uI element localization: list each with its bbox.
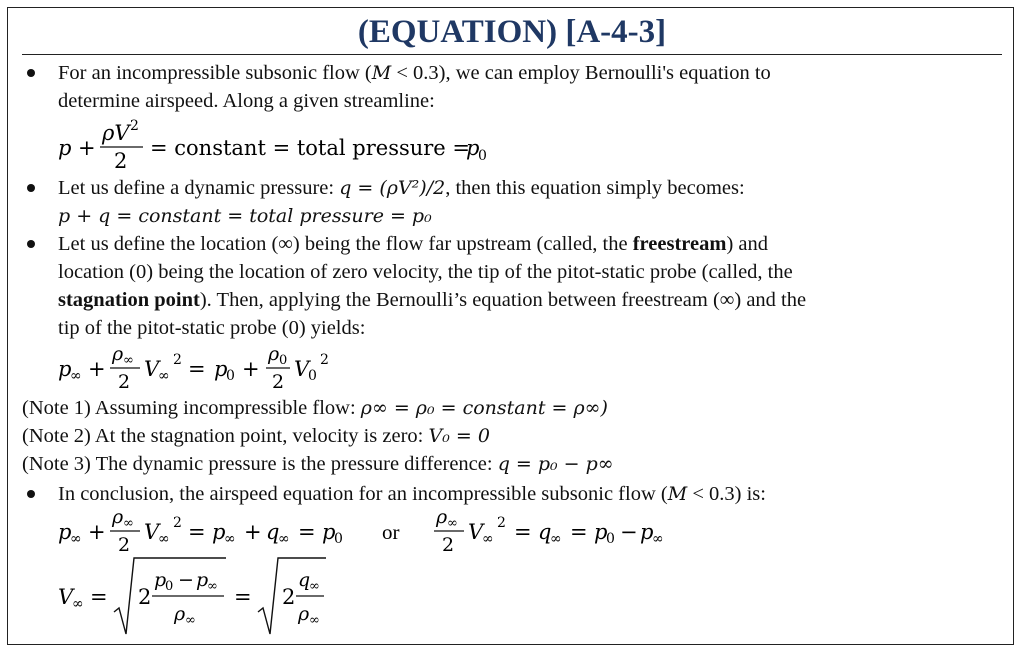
- bullet4-line1: In conclusion, the airspeed equation for an incompressible subsonic flow (M < 0.3) is:: [58, 483, 766, 505]
- bullet1-line2: determine airspeed. Along a given streamline:: [58, 90, 435, 112]
- svg-text:2: 2: [130, 118, 139, 134]
- svg-text:q: q: [298, 569, 311, 591]
- svg-text:+: +: [88, 357, 106, 381]
- note-3: (Note 3) The dynamic pressure is the pressure difference: q = p₀ − p∞: [22, 453, 614, 475]
- svg-text:q: q: [266, 520, 280, 544]
- svg-text:+: +: [244, 520, 262, 544]
- svg-text:∞: ∞: [72, 596, 84, 612]
- svg-text:2: 2: [282, 585, 296, 609]
- svg-text:0: 0: [478, 148, 487, 164]
- svg-text:2: 2: [114, 149, 128, 173]
- equation-bernoulli: [58, 112, 538, 177]
- svg-text:p: p: [58, 520, 72, 544]
- svg-text:2: 2: [118, 534, 131, 556]
- svg-text:2: 2: [320, 352, 329, 368]
- svg-text:p: p: [322, 520, 336, 544]
- svg-text:ρ: ρ: [298, 603, 310, 625]
- equation-bernoulli-svg: [58, 112, 538, 172]
- svg-text:∞: ∞: [482, 531, 494, 547]
- svg-text:0: 0: [226, 368, 235, 384]
- svg-text:0: 0: [165, 579, 174, 594]
- svg-text:p: p: [58, 357, 72, 381]
- svg-text:=: =: [570, 520, 588, 544]
- svg-text:p: p: [196, 569, 209, 591]
- svg-text:p: p: [154, 569, 167, 591]
- svg-text:2: 2: [497, 515, 506, 531]
- svg-text:=: =: [514, 520, 532, 544]
- svg-text:=: =: [188, 520, 206, 544]
- bullet3-line3: stagnation point). Then, applying the Bernoulli’s equation between freestream (∞) and the: [58, 289, 807, 311]
- note-1: (Note 1) Assuming incompressible flow: ρ∞ = ρ₀ = constant = ρ∞): [22, 397, 608, 419]
- svg-text:V: V: [144, 357, 160, 381]
- bullet1-line1: For an incompressible subsonic flow (M < 0.3), we can employ Bernoulli's equation to: [58, 62, 771, 84]
- svg-text:∞: ∞: [70, 531, 82, 547]
- svg-text:+: +: [78, 136, 96, 160]
- svg-text:2: 2: [118, 371, 131, 393]
- svg-text:V: V: [468, 520, 484, 544]
- or-connector: or: [382, 520, 400, 544]
- equation-conclusion-svg: [58, 503, 698, 563]
- svg-text:q: q: [538, 520, 552, 544]
- svg-text:−: −: [178, 569, 194, 591]
- svg-text:0: 0: [606, 531, 615, 547]
- equation-airspeed: [58, 556, 358, 647]
- equation-airspeed-svg: [58, 556, 358, 642]
- svg-text:=: =: [234, 585, 252, 609]
- svg-text:+: +: [242, 357, 260, 381]
- svg-text:p: p: [214, 357, 228, 381]
- svg-text:∞: ∞: [309, 613, 320, 628]
- svg-text:2: 2: [173, 352, 182, 368]
- svg-text:−: −: [620, 520, 638, 544]
- equation-freestream-stagnation: [58, 338, 418, 403]
- svg-text:∞: ∞: [123, 353, 134, 368]
- bullet3-line2: location (0) being the location of zero velocity, the tip of the pitot-static probe (called, the: [58, 261, 793, 283]
- svg-text:p: p: [58, 136, 72, 160]
- svg-text:∞: ∞: [224, 531, 236, 547]
- bullet-dot: [27, 184, 35, 192]
- svg-text:V: V: [58, 585, 74, 609]
- svg-text:ρ: ρ: [112, 506, 124, 528]
- svg-text:0: 0: [308, 368, 317, 384]
- svg-text:p: p: [212, 520, 226, 544]
- svg-text:ρV: ρV: [102, 121, 130, 145]
- svg-text:0: 0: [334, 531, 343, 547]
- svg-text:=: =: [188, 357, 206, 381]
- svg-text:∞: ∞: [70, 368, 82, 384]
- svg-text:∞: ∞: [185, 613, 196, 628]
- svg-text:=: =: [90, 585, 108, 609]
- svg-text:V: V: [294, 357, 310, 381]
- svg-text:∞: ∞: [652, 531, 664, 547]
- title-divider: [22, 54, 1002, 55]
- svg-text:V: V: [144, 520, 160, 544]
- svg-text:p: p: [594, 520, 608, 544]
- svg-text:∞: ∞: [123, 516, 134, 531]
- bullet-dot: [27, 490, 35, 498]
- svg-text:∞: ∞: [278, 531, 290, 547]
- svg-text:∞: ∞: [550, 531, 562, 547]
- svg-text:= constant = total pressure =: = constant = total pressure =: [150, 136, 471, 160]
- svg-text:2: 2: [173, 515, 182, 531]
- note-2: (Note 2) At the stagnation point, velocity is zero: V₀ = 0: [22, 425, 490, 447]
- svg-text:∞: ∞: [158, 368, 170, 384]
- svg-text:2: 2: [442, 534, 455, 556]
- svg-text:ρ: ρ: [112, 343, 124, 365]
- bullet3-line4: tip of the pitot-static probe (0) yields:: [58, 317, 366, 339]
- svg-text:ρ: ρ: [174, 603, 186, 625]
- equation-freestream-svg: [58, 338, 418, 398]
- svg-text:∞: ∞: [447, 516, 458, 531]
- svg-text:p: p: [466, 136, 480, 160]
- bullet2-equation: p + q = constant = total pressure = p₀: [58, 205, 432, 227]
- svg-text:=: =: [298, 520, 316, 544]
- bullet2-line1: Let us define a dynamic pressure: q = (ρV²)/2, then this equation simply becomes:: [58, 177, 745, 199]
- svg-text:∞: ∞: [158, 531, 170, 547]
- svg-text:ρ: ρ: [436, 506, 448, 528]
- bullet-dot: [27, 69, 35, 77]
- bullet-dot: [27, 240, 35, 248]
- svg-text:2: 2: [272, 371, 285, 393]
- svg-text:+: +: [88, 520, 106, 544]
- svg-text:∞: ∞: [207, 579, 218, 594]
- svg-text:ρ: ρ: [268, 343, 280, 365]
- bullet3-line1: Let us define the location (∞) being the flow far upstream (called, the freestream) and: [58, 233, 769, 255]
- svg-text:∞: ∞: [309, 579, 320, 594]
- slide-title: (EQUATION) [A-4-3]: [357, 14, 667, 50]
- svg-text:p: p: [640, 520, 654, 544]
- svg-text:2: 2: [138, 585, 152, 609]
- svg-text:0: 0: [279, 353, 288, 368]
